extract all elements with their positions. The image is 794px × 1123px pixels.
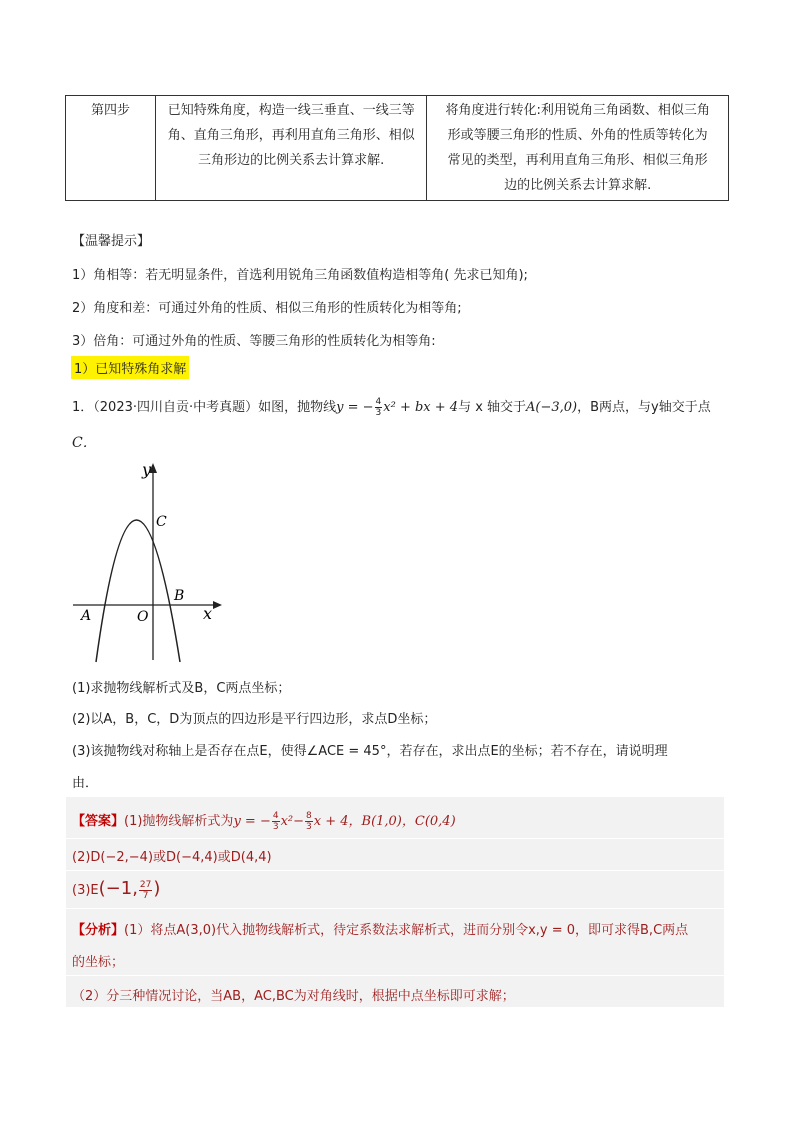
question-prefix: 1．（2023·四川自贡·中考真题）如图，抛物线 (72, 400, 337, 415)
divider (66, 838, 724, 839)
x-label: x (203, 604, 213, 623)
point-a-label: A (81, 608, 92, 624)
answer-line-1 (72, 810, 456, 832)
origin-label: O (137, 609, 149, 625)
section-heading: 1）已知特殊角求解 (71, 356, 189, 379)
sub-question: (2)以A，B，C，D为顶点的四边形是平行四边形，求点D坐标； (72, 712, 437, 727)
divider (66, 908, 724, 909)
answer-line-2: (2)D(−2,−4)或D(−4,4)或D(4,4) (72, 850, 272, 865)
tips-title: 【温馨提示】 (72, 234, 151, 249)
frac-den: 7 (142, 891, 149, 901)
y-label: y (142, 460, 152, 479)
frac-num: 27 (139, 880, 152, 890)
fraction (375, 397, 383, 418)
transform-line: 将角度进行转化:利用锐角三角函数、相似三角 (445, 103, 710, 118)
method-line: 已知特殊角度，构造一线三垂直、一线三等 (167, 103, 415, 118)
step-label-cell (66, 96, 156, 201)
fraction (139, 880, 152, 901)
tip-item: 2）角度和差：可通过外角的性质、相似三角形的性质转化为相等角; (72, 301, 462, 316)
eq-rest: x² + bx + 4 (383, 400, 459, 415)
point-c-label: C (156, 514, 167, 530)
point-a: A(−3,0) (526, 400, 578, 415)
transform-line: 边的比例关系去计算求解. (504, 178, 652, 193)
divider (66, 870, 724, 871)
sub-question: (3)该抛物线对称轴上是否存在点E，使得∠ACE = 45°，若存在，求出点E的坐标；若不存在，请说明理 (72, 744, 668, 759)
table-row (66, 96, 729, 201)
question-line (72, 396, 711, 418)
divider (66, 975, 724, 976)
transform-line: 常见的类型，再利用直角三角形、相似三角形 (447, 153, 708, 168)
answer-3-open: (−1, (98, 878, 138, 899)
frac-den: 3 (375, 408, 382, 418)
parabola-curve (96, 520, 180, 662)
transform-line: 形或等腰三角形的性质、外角的性质等转化为 (447, 128, 708, 143)
fraction (305, 811, 313, 832)
tip-item: 1）角相等：若无明显条件，首选利用锐角三角函数值构造相等角( 先求已知角); (72, 268, 528, 283)
answer-3-prefix: (3)E (72, 883, 99, 898)
steps-table (65, 95, 729, 201)
method-line: 三角形边的比例关系去计算求解. (198, 153, 385, 168)
answer-eq-c: x + 4，B(1,0)，C(0,4) (313, 814, 456, 829)
sub-question: (1)求抛物线解析式及B，C两点坐标； (72, 681, 291, 696)
answer-tag: 【答案】 (72, 814, 125, 829)
method-line: 角、直角三角形，再利用直角三角形、相似 (167, 128, 415, 143)
frac-den: 3 (272, 822, 279, 832)
frac-num: 4 (375, 397, 382, 407)
x-axis-arrow (213, 601, 222, 609)
analysis-tag: 【分析】 (72, 923, 125, 938)
question-mid: 与 x 轴交于 (458, 400, 527, 415)
analysis-line-1 (72, 919, 688, 938)
answer-1-prefix: (1)抛物线解析式为 (124, 814, 234, 829)
question-mid2: ，B两点，与y轴交于点 (577, 400, 711, 415)
answer-3-close: ) (153, 878, 161, 899)
parabola-graph (70, 460, 230, 665)
analysis-text: (1）将点A(3,0)代入抛物线解析式，待定系数法求解析式，进而分别令x,y = 0，即可求得B,C两点 (124, 923, 689, 938)
answer-eq-b: x²− (280, 814, 305, 829)
answer-eq-a: y = − (233, 814, 271, 829)
method-cell (156, 96, 427, 201)
sub-question: 由． (72, 776, 99, 791)
tip-item: 3）倍角：可通过外角的性质、等腰三角形的性质转化为相等角: (72, 334, 436, 349)
step-label: 第四步 (91, 103, 131, 118)
question-line-2: C． (72, 435, 97, 451)
analysis-line-2: （2）分三种情况讨论，当AB，AC,BC为对角线时，根据中点坐标即可求解； (72, 989, 515, 1004)
frac-num: 8 (306, 811, 312, 821)
point-b-label: B (174, 588, 185, 604)
fraction (272, 811, 280, 832)
analysis-line-1b: 的坐标； (72, 955, 125, 970)
frac-den: 3 (306, 822, 312, 832)
transform-cell (427, 96, 729, 201)
answer-line-3 (72, 878, 160, 901)
frac-num: 4 (272, 811, 279, 821)
eq-y: y = − (336, 400, 374, 415)
